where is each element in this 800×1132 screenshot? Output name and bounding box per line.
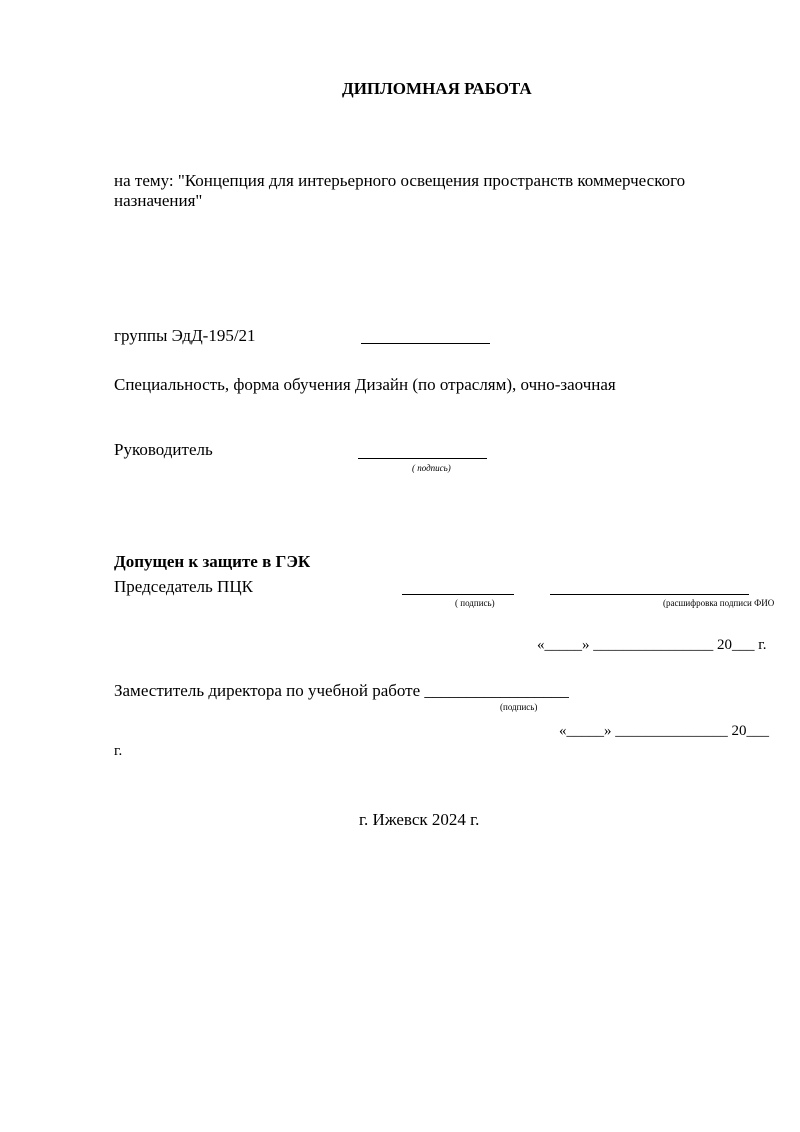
footer-city-year: г. Ижевск 2024 г.	[359, 810, 480, 829]
chair-signature-caption: ( подпись)	[455, 598, 495, 608]
document-title: ДИПЛОМНАЯ РАБОТА	[342, 79, 532, 98]
topic-line-1: на тему: "Концепция для интерьерного освещения пространств коммерческого	[114, 171, 686, 190]
group-signature-line	[361, 343, 490, 344]
supervisor-signature-line	[358, 458, 487, 459]
supervisor-signature-caption: ( подпись)	[412, 463, 451, 473]
chair-signature-line	[402, 594, 514, 595]
supervisor-label: Руководитель	[114, 440, 213, 459]
chair-name-caption: (расшифровка подписи ФИО	[663, 598, 775, 608]
deputy-date-suffix: г.	[114, 743, 123, 759]
deputy-signature-caption: (подпись)	[500, 702, 538, 712]
deputy-label: Заместитель директора по учебной работе _________________	[114, 681, 569, 700]
chair-date-line: «_____» ________________ 20___ г.	[537, 637, 767, 653]
group-label: группы ЭдД-195/21	[114, 326, 256, 345]
chair-label: Председатель ПЦК	[114, 577, 253, 596]
specialty-text: Специальность, форма обучения Дизайн (по отраслям), очно-заочная	[114, 375, 616, 394]
admission-heading: Допущен к защите в ГЭК	[114, 552, 311, 571]
deputy-date-line: «_____» _______________ 20___	[559, 723, 769, 739]
chair-name-line	[550, 594, 749, 595]
topic-line-2: назначения"	[114, 191, 203, 210]
